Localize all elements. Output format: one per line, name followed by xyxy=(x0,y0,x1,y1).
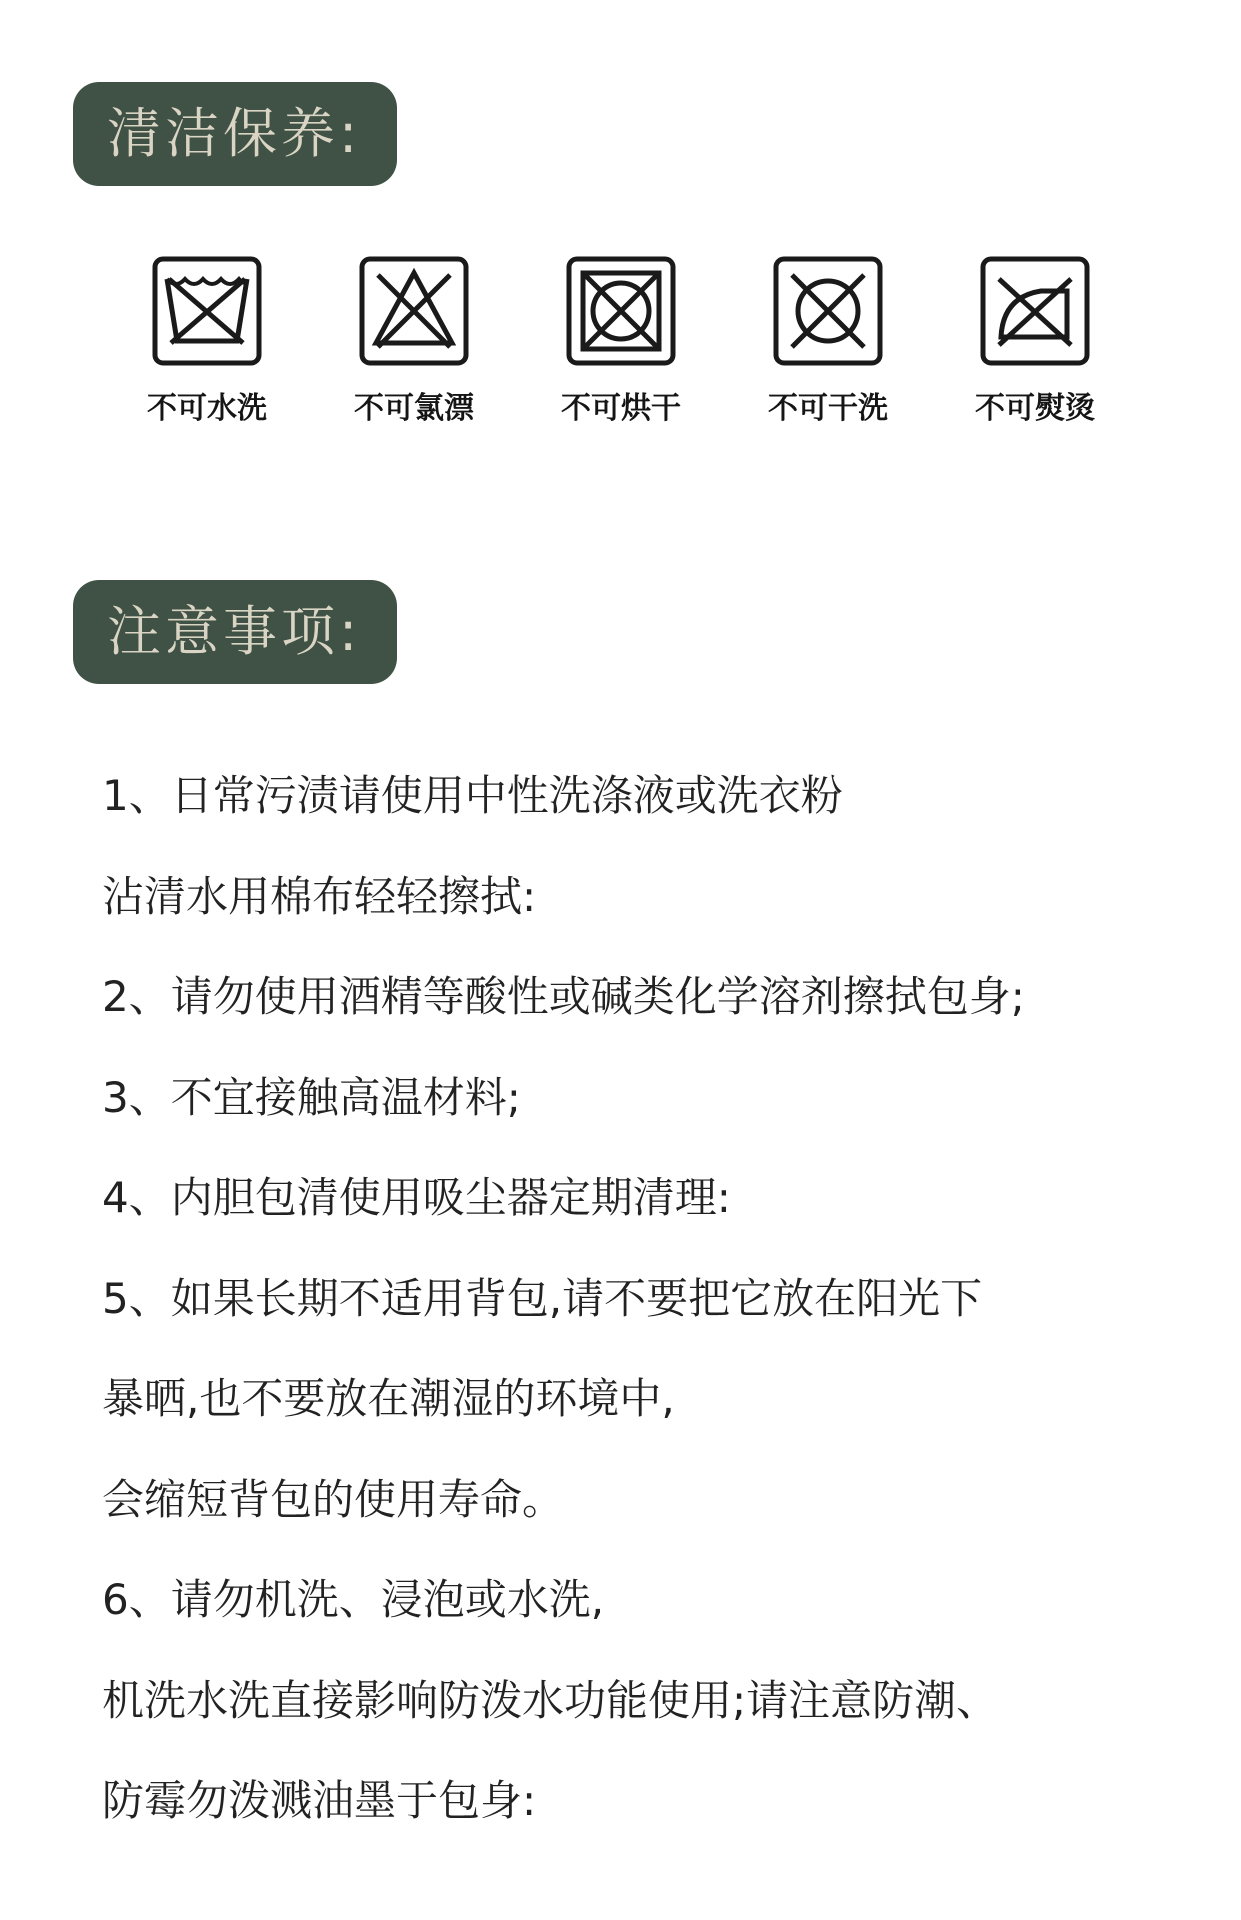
notes-list xyxy=(102,766,1222,1872)
note-line: 防霉勿泼溅油墨于包身: xyxy=(102,1776,537,1825)
care-symbol-no-dry-clean xyxy=(753,255,903,427)
no-dry-clean-icon xyxy=(772,255,884,367)
note-line: 3、不宜接触高温材料; xyxy=(102,1072,521,1122)
care-symbol-no-bleach xyxy=(339,255,489,427)
notes-section-title: 注意事项: xyxy=(73,580,397,684)
symbol-label-no-iron: 不可熨烫 xyxy=(975,391,1095,426)
note-line: 5、如果长期不适用背包,请不要把它放在阳光下 xyxy=(102,1273,983,1323)
care-symbol-no-wash xyxy=(132,255,282,427)
note-line: 机洗水洗直接影响防泼水功能使用;请注意防潮、 xyxy=(102,1675,999,1725)
symbol-label-no-tumble-dry: 不可烘干 xyxy=(561,391,681,426)
note-line: 1、日常污渍请使用中性洗涤液或洗衣粉 xyxy=(102,771,843,820)
care-symbol-no-tumble-dry xyxy=(546,255,696,427)
no-wash-icon xyxy=(151,255,263,367)
no-bleach-icon xyxy=(358,255,470,367)
note-line: 6、请勿机洗、浸泡或水洗, xyxy=(102,1575,605,1624)
care-symbol-no-iron xyxy=(960,255,1110,427)
note-line: 沾清水用棉布轻轻擦拭: xyxy=(102,871,537,921)
note-line: 暴晒,也不要放在潮湿的环境中, xyxy=(102,1374,675,1423)
no-iron-icon xyxy=(979,255,1091,367)
symbol-label-no-dry-clean: 不可干洗 xyxy=(768,391,888,426)
note-line: 会缩短背包的使用寿命。 xyxy=(102,1474,565,1524)
care-section-title: 清洁保养: xyxy=(73,82,397,186)
note-line: 4、内胆包清使用吸尘器定期清理: xyxy=(102,1173,731,1222)
no-tumble-dry-icon xyxy=(565,255,677,367)
note-line: 2、请勿使用酒精等酸性或碱类化学溶剂擦拭包身; xyxy=(102,972,1025,1021)
symbol-label-no-bleach: 不可氯漂 xyxy=(354,391,474,426)
symbol-label-no-wash: 不可水洗 xyxy=(147,391,267,426)
care-symbols xyxy=(0,255,1241,425)
